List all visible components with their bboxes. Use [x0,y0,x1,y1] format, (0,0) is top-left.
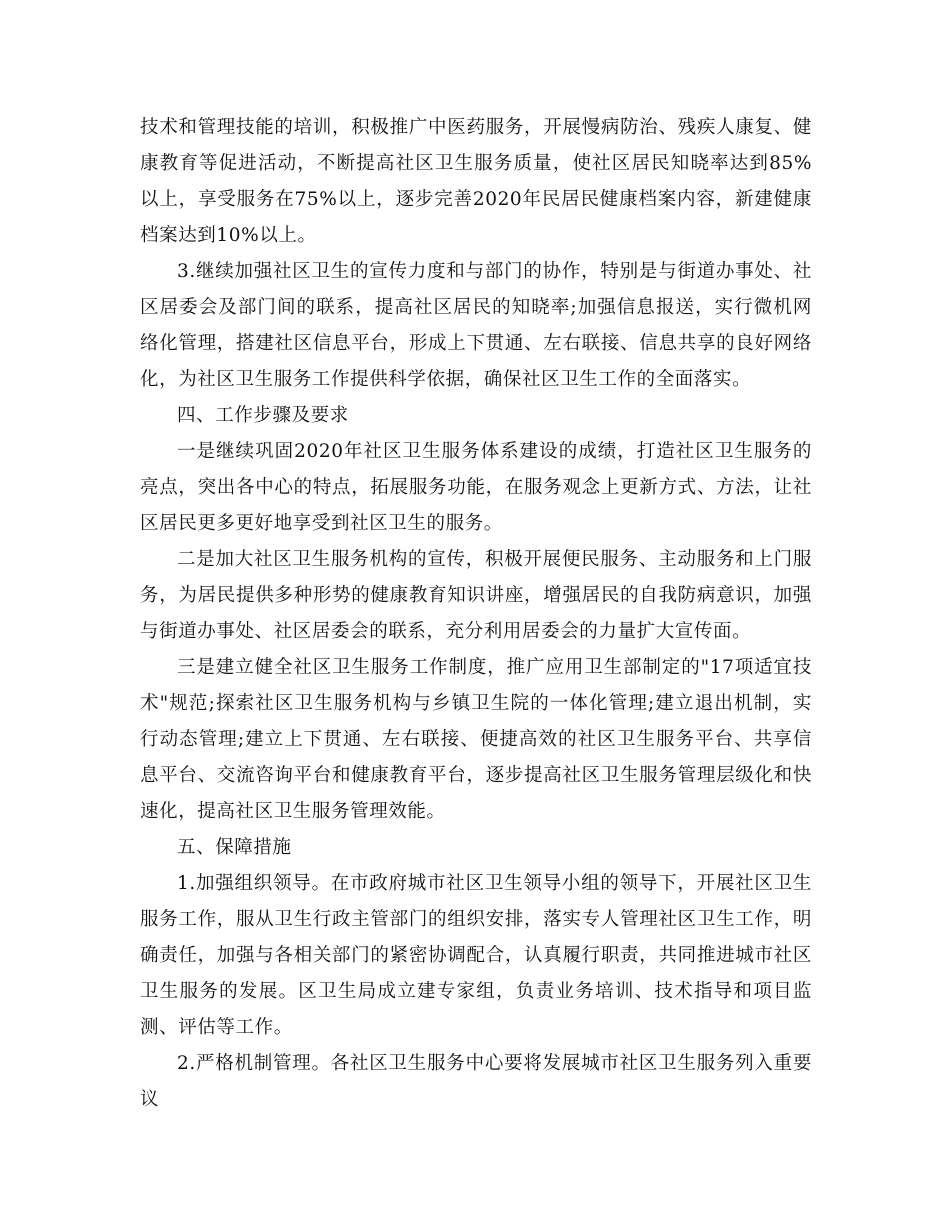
body-paragraph-step-3: 三是建立健全社区卫生服务工作制度，推广应用卫生部制定的"17项适宜技术"规范;探索社区卫生服务机构与乡镇卫生院的一体化管理;建立退出机制，实行动态管理;建立上下贯通、左右联接、便捷高效的社区卫生服务平台、共享信息平台、交流咨询平台和健康教育平台，逐步提高社区卫生服务管理层级化和快速化，提高社区卫生服务管理效能。 [140,657,812,822]
section-heading-safeguards: 五、保障措施 [177,837,292,858]
body-paragraph-item-3: 3.继续加强社区卫生的宣传力度和与部门的协作，特别是与街道办事处、社区居委会及部门间的联系，提高社区居民的知晓率;加强信息报送，实行微机网络化管理，搭建社区信息平台，形成上下贯通、左右联接、信息共享的良好网络化，为社区卫生服务工作提供科学依据，确保社区卫生工作的全面落实。 [140,261,812,390]
body-paragraph-continuation: 技术和管理技能的培训，积极推广中医药服务，开展慢病防治、残疾人康复、健康教育等促进活动，不断提高社区卫生服务质量，使社区居民知晓率达到85%以上，享受服务在75%以上，逐步完善2020年民居民健康档案内容，新建健康档案达到10%以上。 [140,117,812,246]
body-paragraph-safeguard-2: 2.严格机制管理。各社区卫生服务中心要将发展城市社区卫生服务列入重要议 [140,1053,812,1110]
body-paragraph-safeguard-1: 1.加强组织领导。在市政府城市社区卫生领导小组的领导下，开展社区卫生服务工作，服从卫生行政主管部门的组织安排，落实专人管理社区卫生工作，明确责任，加强与各相关部门的紧密协调配合，认真履行职责，共同推进城市社区卫生服务的发展。区卫生局成立建专家组，负责业务培训、技术指导和项目监测、评估等工作。 [140,873,812,1038]
body-paragraph-step-2: 二是加大社区卫生服务机构的宣传，积极开展便民服务、主动服务和上门服务，为居民提供多种形势的健康教育知识讲座，增强居民的自我防病意识，加强与街道办事处、社区居委会的联系，充分利用居委会的力量扩大宣传面。 [140,549,812,642]
section-heading-work-steps: 四、工作步骤及要求 [177,405,349,426]
document-body [140,110,812,1118]
body-paragraph-step-1: 一是继续巩固2020年社区卫生服务体系建设的成绩，打造社区卫生服务的亮点，突出各中心的特点，拓展服务功能，在服务观念上更新方式、方法，让社区居民更多更好地享受到社区卫生的服务。 [140,441,812,534]
